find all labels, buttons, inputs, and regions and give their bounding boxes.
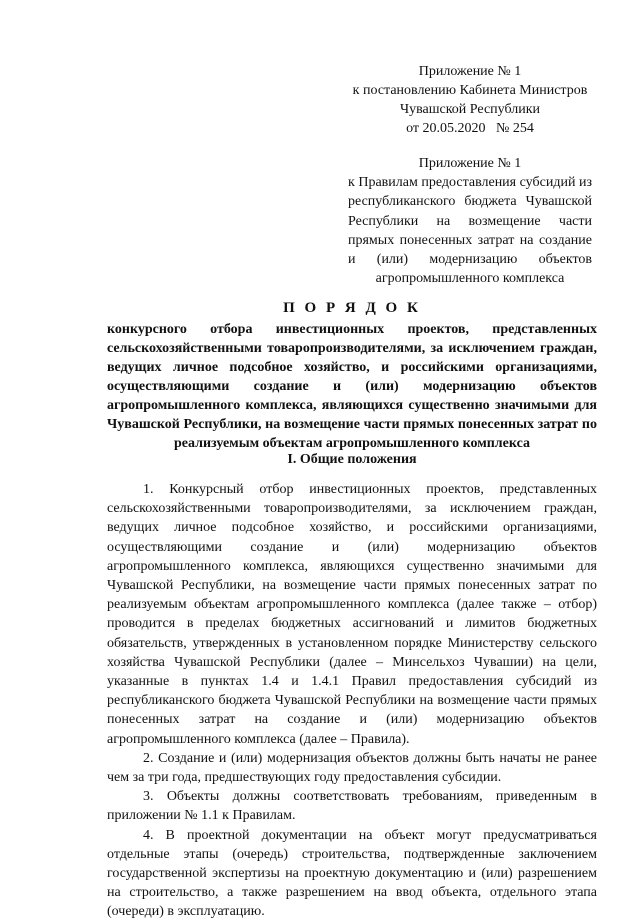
appendix-resolution-authority: к постановлению Кабинета Министров xyxy=(352,83,588,98)
section-heading: I. Общие положения xyxy=(287,452,417,467)
appendix-rules-number: Приложение № 1 xyxy=(418,156,522,171)
appendix-rules-block xyxy=(348,154,592,288)
appendix-resolution-region: Чувашской Республики xyxy=(399,102,541,117)
document-body xyxy=(107,480,597,922)
appendix-resolution-date: от 20.05.2020 № 254 xyxy=(406,121,534,136)
paragraph-2: 2. Создание и (или) модернизация объектов должны быть начаты не ранее чем за три года, предшествующих году предоставления субсидии. xyxy=(107,750,597,786)
appendix-rules-text: к Правилам предоставления субсидий из республиканского бюджета Чувашской Республики на возмещение части прямых понесенных затрат на создание и (или) модернизацию объектов агропромышленного комплекса xyxy=(348,175,592,287)
paragraph-4: 4. В проектной документации на объект могут предусматриваться отдельные этапы (очередь) строительства, подтвержденные заключением государственной экспертизы на проектную документацию и (или) разрешением на строительство, а также разрешением на ввод объекта, отдельного этапа (очереди) в эксплуатацию. xyxy=(107,827,597,920)
document-title: П О Р Я Д О К xyxy=(283,300,421,316)
paragraph-1: 1. Конкурсный отбор инвестиционных проектов, представленных сельскохозяйственными товаропроизводителями, за исключением граждан, ведущих личное подсобное хозяйство, и российскими организациями, осуществляющими создание и (или) модернизацию объектов агропромышленного комплекса, являющихся существенно значимыми для Чувашской Республики, на возмещение части прямых понесенных затрат по реализуемым объектам агропромышленного комплекса (далее также – отбор) проводится в пределах бюджетных ассигнований и лимитов бюджетных обязательств, утвержденных в установленном порядке Министерству сельского хозяйства Чувашской Республики (далее – Минсельхоз Чувашии) на цели, указанные в пунктах 1.4 и 1.4.1 Правил предоставления субсидий из республиканского бюджета Чувашской Республики на возмещение части прямых понесенных затрат на создание и (или) модернизацию объектов агропромышленного комплекса (далее – Правила). xyxy=(107,482,597,747)
appendix-resolution-block xyxy=(350,62,590,138)
paragraph-3: 3. Объекты должны соответствовать требованиям, приведенным в приложении № 1.1 к Правилам. xyxy=(107,789,597,824)
appendix-resolution-number: Приложение № 1 xyxy=(418,64,522,79)
document-subtitle: конкурсного отбора инвестиционных проектов, представленных сельскохозяйственными товаропроизводителями, за исключением граждан, ведущих личное подсобное хозяйство, и российскими организациями, осуществляющими создание и (или) модернизацию объектов агропромышленного комплекса, являющихся существенно значимыми для Чувашской Республики, на возмещение части прямых понесенных затрат по реализуемым объектам агропромышленного комплекса xyxy=(107,322,597,451)
